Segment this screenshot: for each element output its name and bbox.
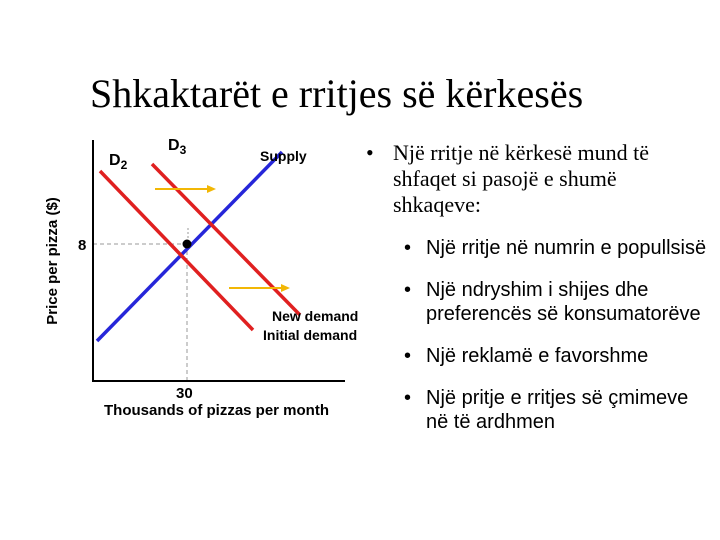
d2-letter: D: [109, 152, 121, 169]
sub-bullet-text: Një rritje në numrin e popullsisë: [426, 237, 707, 259]
sub-bullet-1: [360, 236, 710, 260]
sub-bullet-text: Një pritje e rritjes së çmimeve në të ardhmen: [426, 387, 689, 433]
initial-demand-curve: [100, 171, 253, 330]
slide-title: Shkaktarët e rritjes së kërkesës: [90, 71, 584, 116]
bullet-dot: •: [404, 345, 412, 367]
d2-subscript: 2: [120, 158, 128, 172]
d3-label: [168, 137, 187, 157]
main-bullet-text: Një rritje në kërkesë mund të shfaqet si pasojë e shumë shkaqeve:: [393, 140, 649, 217]
quantity-tick-label: 30: [176, 385, 193, 402]
new-demand-curve: [152, 164, 300, 315]
supply-label: Supply: [260, 148, 307, 164]
bullet-dot: •: [404, 387, 412, 409]
bullet-dot: •: [404, 237, 412, 259]
bullet-dot: •: [404, 279, 412, 301]
shift-arrow-upper: [155, 185, 216, 193]
sub-bullet-list: [360, 236, 710, 434]
bullet-dot: •: [366, 140, 374, 165]
main-bullet: [360, 140, 710, 218]
sub-bullet-3: [360, 344, 710, 368]
sub-bullet-text: Një reklamë e favorshme: [426, 345, 649, 367]
sub-bullet-4: [360, 386, 710, 434]
price-tick-label: 8: [78, 237, 87, 254]
d3-letter: D: [168, 137, 180, 154]
y-axis-label: Price per pizza ($): [44, 197, 61, 325]
equilibrium-point: [183, 240, 192, 249]
bullet-list: [360, 140, 710, 434]
x-axis-label: Thousands of pizzas per month: [104, 402, 330, 419]
initial-demand-label: Initial demand: [263, 327, 358, 343]
sub-bullet-text: Një ndryshim i shijes dhe preferencës së konsumatorëve: [426, 279, 701, 325]
shift-arrow-lower: [229, 284, 290, 292]
new-demand-label: New demand: [272, 308, 359, 324]
d2-label: [109, 152, 128, 172]
sub-bullet-2: [360, 278, 710, 326]
d3-subscript: 3: [179, 143, 187, 157]
